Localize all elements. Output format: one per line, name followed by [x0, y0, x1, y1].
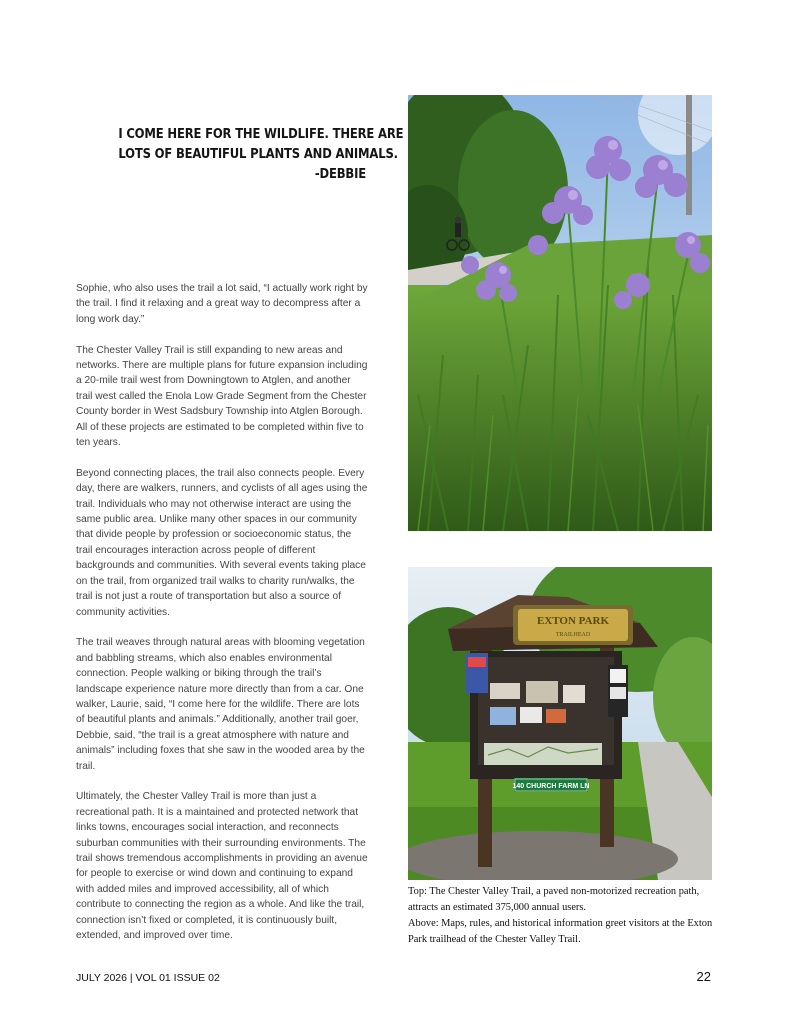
photo-caption	[408, 884, 718, 948]
sign-title-text: EXTON PARK	[536, 615, 610, 627]
sign-subtitle-text: TRAILHEAD	[555, 632, 591, 638]
trail-flowers-illustration	[408, 95, 712, 531]
street-sign-text: 140 CHURCH FARM LN	[512, 783, 590, 790]
article-paragraph: Ultimately, the Chester Valley Trail is more than just a recreational path. It is a maintained and protected network that links towns, encourages social interaction, and reconnects suburban communities with their surrounding environments. The trail shows tremendous accomplishments in providing an avenue for people to exercise or wind down and continuing to expand with added miles and improved accessibility, all of which contribute to connecting the region as a whole. And like the trail, connection isn’t fixed or completed, it is continuously built, extended, and improved over time.	[76, 791, 368, 941]
pull-quote	[118, 124, 404, 184]
pull-quote-attribution: -DEBBIE	[314, 166, 366, 182]
article-body	[76, 281, 368, 959]
caption-above: Above: Maps, rules, and historical information greet visitors at the Exton Park trailhead of the Chester Valley Trail.	[408, 918, 713, 945]
pull-quote-line-1: I COME HERE FOR THE WILDLIFE. THERE ARE	[118, 126, 404, 142]
pull-quote-line-2: LOTS OF BEAUTIFUL PLANTS AND ANIMALS.	[118, 146, 398, 162]
page-number: 22	[696, 969, 711, 984]
article-paragraph: The Chester Valley Trail is still expanding to new areas and networks. There are multiple plans for future expansion including a 20-mile trail west from Downingtown to Atglen, and another trail west called the Enola Low Grade Segment from the Chester County border in West Sadsbury Township into Atglen Borough. All of these projects are estimated to be completed within five to ten years.	[76, 344, 368, 449]
caption-top: Top: The Chester Valley Trail, a paved non-motorized recreation path, attracts an estimated 375,000 annual users.	[408, 886, 700, 913]
trailhead-sign-illustration	[408, 567, 712, 880]
article-paragraph: The trail weaves through natural areas with blooming vegetation and babbling streams, which also enables environmental connection. People walking or biking through the trail’s landscape experience nature more directly than from a car. One walker, Laurie, said, “I come here for the wildlife. There are lots of beautiful plants and animals.” Additionally, another trail goer, Debbie, said, “the trail is a great atmosphere with nature and animals” including foxes that she saw in the wooded area by the trail.	[76, 637, 365, 772]
article-paragraph: Sophie, who also uses the trail a lot said, “I actually work right by the trail. I find it relaxing and a great way to decompress after a long work day.”	[76, 283, 368, 325]
trailhead-sign-photo	[408, 567, 712, 880]
article-paragraph: Beyond connecting places, the trail also connects people. Every day, there are walkers, runners, and cyclists of all ages using the trail. Individuals who may not otherwise interact are using the same public area. Unlike many other spaces in our community that divide people by profession or socioeconomic status, the trail encourages interaction across people of different backgrounds and communities. With several events taking place on the trail, from organized trail walks to charity run/walks, the trail is not just a route of transportation but also a source of community activities.	[76, 467, 368, 618]
trail-flowers-photo	[408, 95, 712, 531]
footer-issue: JULY 2026 | VOL 01 ISSUE 02	[76, 972, 220, 984]
